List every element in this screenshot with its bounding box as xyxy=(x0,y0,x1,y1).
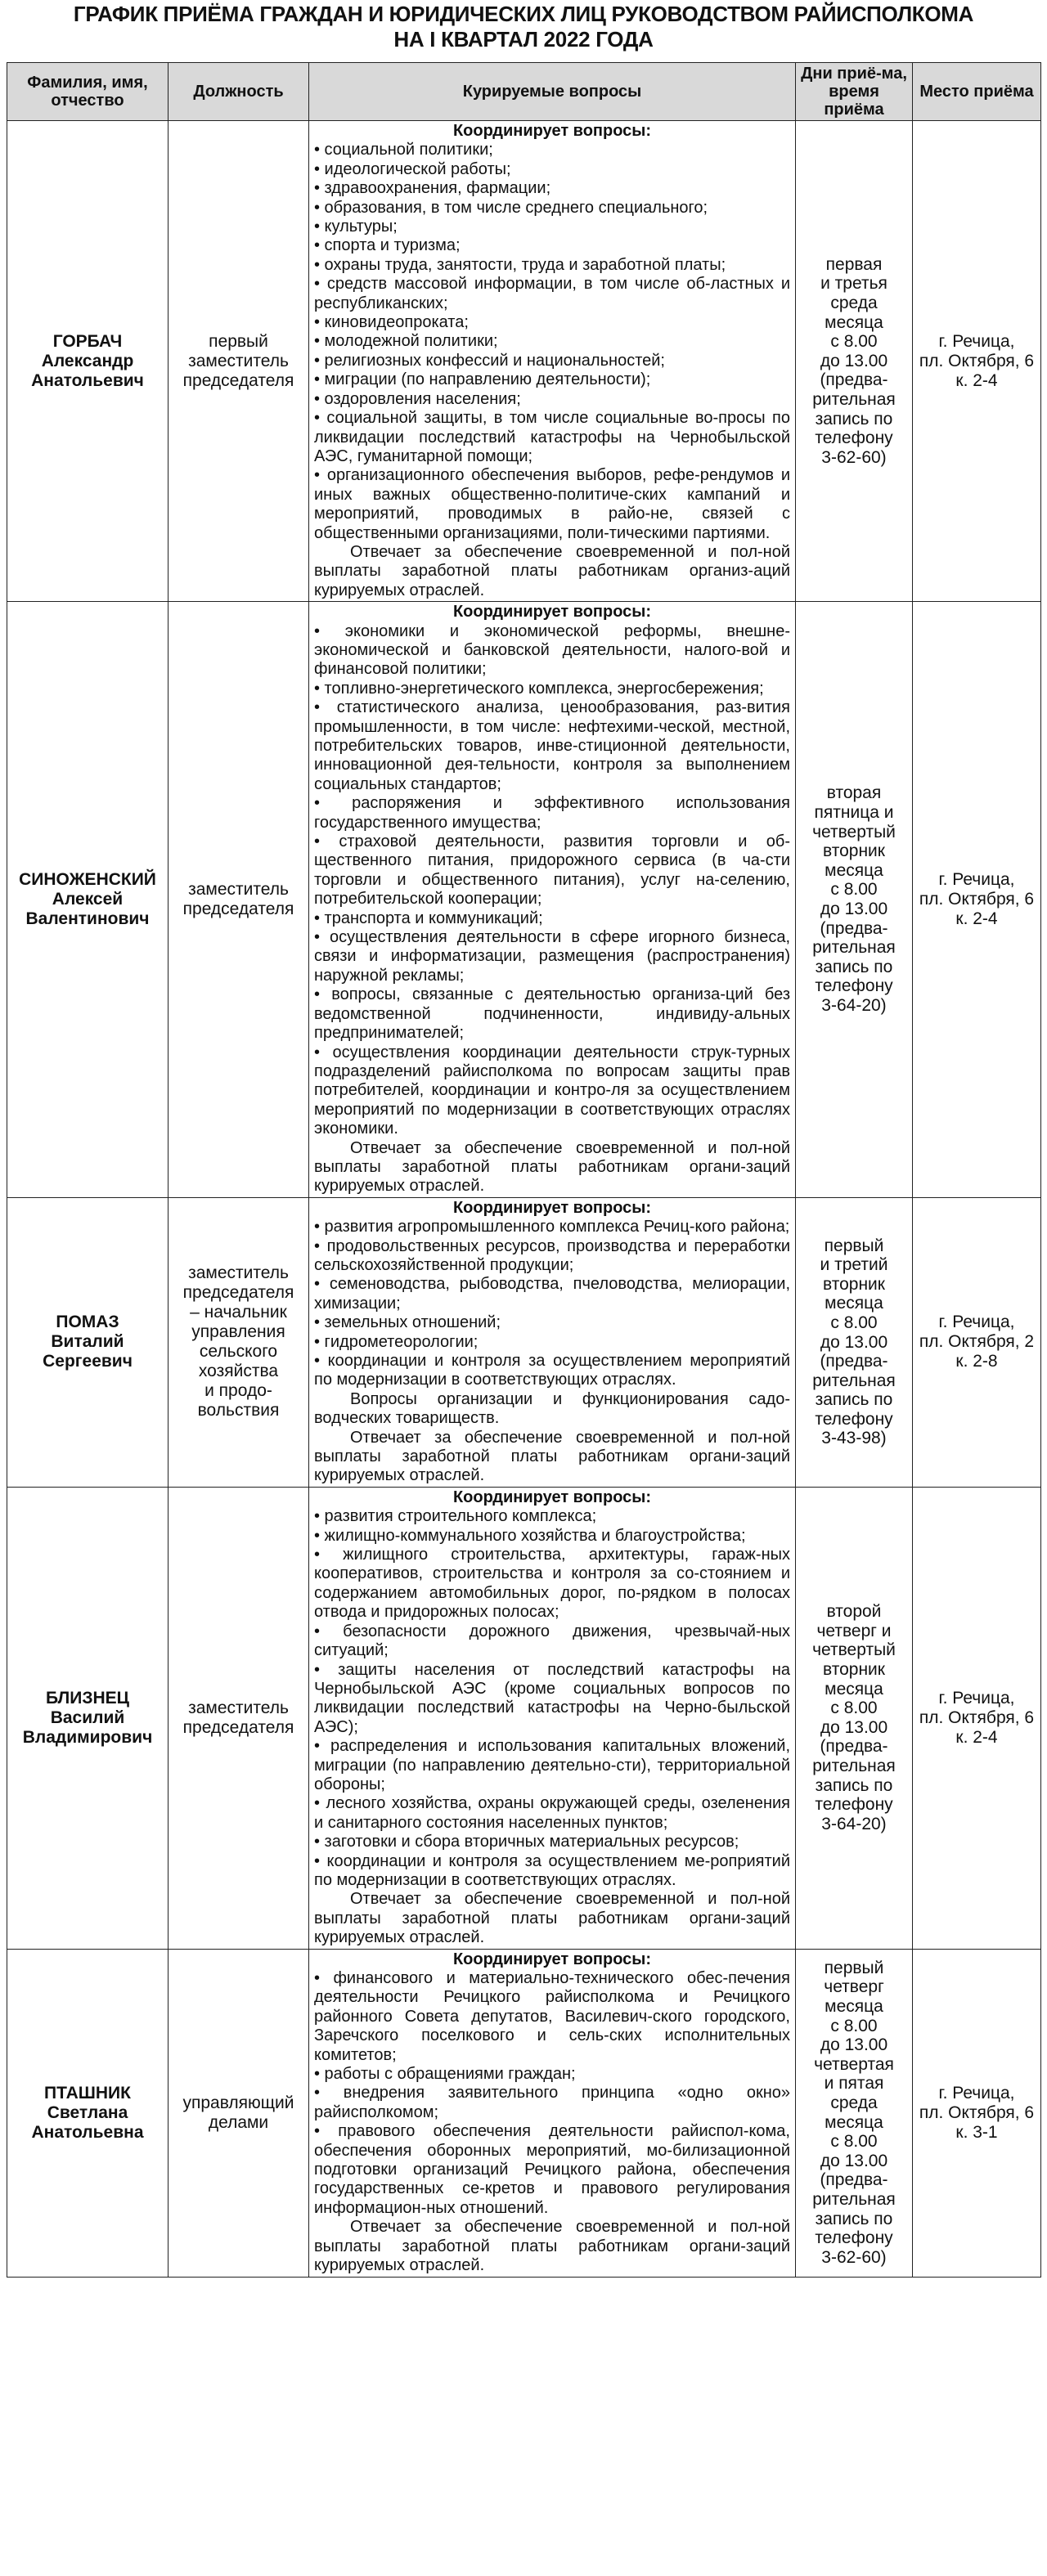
duty-item: • лесного хозяйства, охраны окружающей среды, озеленения и санитарного состояния населенных пунктов; xyxy=(314,1794,790,1832)
duty-item: • оздоровления населения; xyxy=(314,389,521,408)
duty-item: • молодежной политики; xyxy=(314,332,498,351)
duty-item: • финансового и материально-технического обес-печения деятельности Речицкого райисполкома и Речицкого районного Совета депутатов, Василевич-ского городского, Заречского поселкового и сель-ских исполнительных комитетов; xyxy=(314,1969,790,2064)
duty-item: • охраны труда, занятости, труда и заработной платы; xyxy=(314,255,726,274)
duties-cell xyxy=(309,602,796,1198)
person-name: ПОМАЗ Виталий Сергеевич xyxy=(7,1197,169,1487)
duty-item: • транспорта и коммуникаций; xyxy=(314,909,543,927)
duty-item: • работы с обращениями граждан; xyxy=(314,2065,576,2084)
reception-place: г. Речица, пл. Октября, 6 к. 3-1 xyxy=(913,1949,1041,2277)
duties-cell xyxy=(309,1487,796,1949)
coordinates-heading: Координирует вопросы: xyxy=(452,603,652,622)
table-row xyxy=(7,602,1041,1198)
duty-item: • семеноводства, рыбоводства, пчеловодства, мелиорации, химизации; xyxy=(314,1275,790,1313)
reception-days: первый четверг месяца с 8.00 до 13.00 четвертая и пятая среда месяца с 8.00 до 13.00 (предва- рительная запись по телефону 3-62-60) xyxy=(796,1949,913,2277)
duty-item: • безопасности дорожного движения, чрезвычай-ных ситуаций; xyxy=(314,1622,790,1660)
person-name: ПТАШНИК Светлана Анатольевна xyxy=(7,1949,169,2277)
duty-item: • экономики и экономической реформы, внешне-экономической и банковской деятельности, налого-вой и финансовой политики; xyxy=(314,622,790,679)
duty-item: • осуществления деятельности в сфере игорного бизнеса, связи и информатизации, размещения (распространения) наружной рекламы; xyxy=(314,928,790,985)
duty-item: • здравоохранения, фармации; xyxy=(314,179,551,198)
duties-cell xyxy=(309,1949,796,2277)
person-position: заместитель председателя xyxy=(169,602,309,1198)
coordinates-heading: Координирует вопросы: xyxy=(452,1198,652,1217)
duty-item: • миграции (по направлению деятельности); xyxy=(314,370,651,389)
duty-item: • распоряжения и эффективного использования государственного имущества; xyxy=(314,794,790,832)
header-days: Дни приё-ма, время приёма xyxy=(796,63,913,121)
responsibility-note: Отвечает за обеспечение своевременной и пол-ной выплаты заработной платы работникам органи-заций курируемых отраслей. xyxy=(314,1428,790,1485)
duties-cell xyxy=(309,1197,796,1487)
table-header-row xyxy=(7,63,1041,121)
duty-item: • топливно-энергетического комплекса, энергосбережения; xyxy=(314,679,764,698)
reception-place: г. Речица, пл. Октября, 6 к. 2-4 xyxy=(913,1487,1041,1949)
reception-days: первая и третья среда месяца с 8.00 до 13.00 (предва- рительная запись по телефону 3-62-60) xyxy=(796,121,913,602)
duties-cell xyxy=(309,121,796,602)
person-name: ГОРБАЧ Александр Анатольевич xyxy=(7,121,169,602)
responsibility-note: Отвечает за обеспечение своевременной и пол-ной выплаты заработной платы работникам органи-заций курируемых отраслей. xyxy=(314,1138,790,1196)
duty-item: • организационного обеспечения выборов, рефе-рендумов и иных важных общественно-политиче-ских кампаний и мероприятий, проводимых в райо-не, связей с общественными организациями, поли-тическими партиями. xyxy=(314,466,790,542)
header-name: Фамилия, имя, отчество xyxy=(7,63,169,121)
duty-item: • заготовки и сбора вторичных материальных ресурсов; xyxy=(314,1833,739,1851)
coordinates-heading: Координирует вопросы: xyxy=(452,122,652,140)
coordinates-heading: Координирует вопросы: xyxy=(452,1488,652,1506)
duty-item: • вопросы, связанные с деятельностью организа-ций без ведомственной подчиненности, индивиду-альных предпринимателей; xyxy=(314,985,790,1043)
duty-item: • социальной политики; xyxy=(314,141,493,159)
schedule-page xyxy=(7,2,1040,2278)
responsibility-note: Отвечает за обеспечение своевременной и пол-ной выплаты заработной платы работникам органи-заций курируемых отраслей. xyxy=(314,1890,790,1947)
duty-item: • киновидеопроката; xyxy=(314,313,469,332)
duty-item: • культуры; xyxy=(314,218,398,236)
table-row xyxy=(7,1949,1041,2277)
person-position: заместитель председателя – начальник управления сельского хозяйства и продо- вольствия xyxy=(169,1197,309,1487)
duty-item: • религиозных конфессий и национальностей; xyxy=(314,351,665,370)
document-title: ГРАФИК ПРИЁМА ГРАЖДАН И ЮРИДИЧЕСКИХ ЛИЦ РУКОВОДСТВОМ РАЙИСПОЛКОМА НА I КВАРТАЛ 2022 ГОДА xyxy=(73,2,974,52)
header-duties: Курируемые вопросы xyxy=(309,63,796,121)
reception-place: г. Речица, пл. Октября, 6 к. 2-4 xyxy=(913,602,1041,1198)
duty-item: • средств массовой информации, в том числе об-ластных и республиканских; xyxy=(314,275,790,312)
duty-item: • жилищного строительства, архитектуры, гараж-ных кооперативов, строительства и контроля за со-стоянием и содержанием автомобильных дорог, по-рядком в полосах отвода и придорожных полосах; xyxy=(314,1546,790,1622)
header-position: Должность xyxy=(169,63,309,121)
reception-place: г. Речица, пл. Октября, 6 к. 2-4 xyxy=(913,121,1041,602)
person-name: СИНОЖЕНСКИЙ Алексей Валентинович xyxy=(7,602,169,1198)
duty-item: • продовольственных ресурсов, производства и переработки сельскохозяйственной продукции; xyxy=(314,1236,790,1274)
reception-days: второй четверг и четвертый вторник месяца с 8.00 до 13.00 (предва- рительная запись по телефону 3-64-20) xyxy=(796,1487,913,1949)
person-position: управляющий делами xyxy=(169,1949,309,2277)
duty-item: • развития агропромышленного комплекса Речиц-кого района; xyxy=(314,1218,790,1236)
responsibility-note: Отвечает за обеспечение своевременной и пол-ной выплаты заработной платы работникам организ-аций курируемых отраслей. xyxy=(314,542,790,599)
person-name: БЛИЗНЕЦ Василий Владимирович xyxy=(7,1487,169,1949)
duty-item: • координации и контроля за осуществлением ме-роприятий по модернизации в соответствующих отраслях. xyxy=(314,1851,790,1889)
duty-item: • развития строительного комплекса; xyxy=(314,1507,597,1526)
duty-item: • внедрения заявительного принципа «одно окно» райисполкомом; xyxy=(314,2084,790,2121)
duty-item: • координации и контроля за осуществлением мероприятий по модернизации в соответствующих отраслях. xyxy=(314,1352,790,1389)
duty-item: • осуществления координации деятельности струк-турных подразделений райисполкома по вопросам защиты прав потребителей, координации и контро-ля за осуществлением мероприятий по модернизации в соответствующих отраслях экономики. xyxy=(314,1043,790,1138)
reception-days: вторая пятница и четвертый вторник месяца с 8.00 до 13.00 (предва- рительная запись по телефону 3-64-20) xyxy=(796,602,913,1198)
coordinates-heading: Координирует вопросы: xyxy=(452,1950,652,1968)
reception-place: г. Речица, пл. Октября, 2 к. 2-8 xyxy=(913,1197,1041,1487)
duty-item: • идеологической работы; xyxy=(314,159,511,178)
duty-item: • жилищно-коммунального хозяйства и благоустройства; xyxy=(314,1526,746,1545)
reception-days: первый и третий вторник месяца с 8.00 до 13.00 (предва- рительная запись по телефону 3-43-98) xyxy=(796,1197,913,1487)
responsibility-note: Отвечает за обеспечение своевременной и пол-ной выплаты заработной платы работникам органи-заций курируемых отраслей. xyxy=(314,2218,790,2275)
duty-item: • страховой деятельности, развития торговли и об-щественного питания, придорожного сервиса (в ча-сти торговли и общественного питания), услуг на-селению, потребительской кооперации; xyxy=(314,832,790,909)
responsibility-note: Вопросы организации и функционирования садо-водческих товариществ. xyxy=(314,1389,790,1428)
schedule-table xyxy=(7,62,1041,2278)
person-position: первый заместитель председателя xyxy=(169,121,309,602)
duty-item: • правового обеспечения деятельности райиспол-кома, обеспечения оборонных мероприятий, мо-билизационной подготовки организаций Речицкого района, обеспечения государственных се-кретов и правового регулирования информацион-ных отношений. xyxy=(314,2122,790,2217)
duty-item: • спорта и туризма; xyxy=(314,236,461,255)
duty-item: • земельных отношений; xyxy=(314,1313,501,1332)
table-row xyxy=(7,121,1041,602)
table-row xyxy=(7,1487,1041,1949)
person-position: заместитель председателя xyxy=(169,1487,309,1949)
duty-item: • образования, в том числе среднего специального; xyxy=(314,198,708,217)
duty-item: • статистического анализа, ценообразования, раз-вития промышленности, в том числе: нефтехими-ческой, местной, потребительских товаров, инве-стиционной деятельности, инновационной дея-тельности, контроля за выполнением социальных стандартов; xyxy=(314,698,790,793)
header-place: Место приёма xyxy=(913,63,1041,121)
table-row xyxy=(7,1197,1041,1487)
duty-item: • защиты населения от последствий катастрофы на Чернобыльской АЭС (кроме социальных вопросов по ликвидации последствий катастрофы на Черно-быльской АЭС); xyxy=(314,1660,790,1736)
duty-item: • распределения и использования капитальных вложений, миграции (по направлению деятельно-сти), территориальной обороны; xyxy=(314,1737,790,1793)
duty-item: • социальной защиты, в том числе социальные во-просы по ликвидации последствий катастрофы на Чернобыльской АЭС, гуманитарной помощи; xyxy=(314,409,790,465)
duty-item: • гидрометеорологии; xyxy=(314,1332,479,1351)
